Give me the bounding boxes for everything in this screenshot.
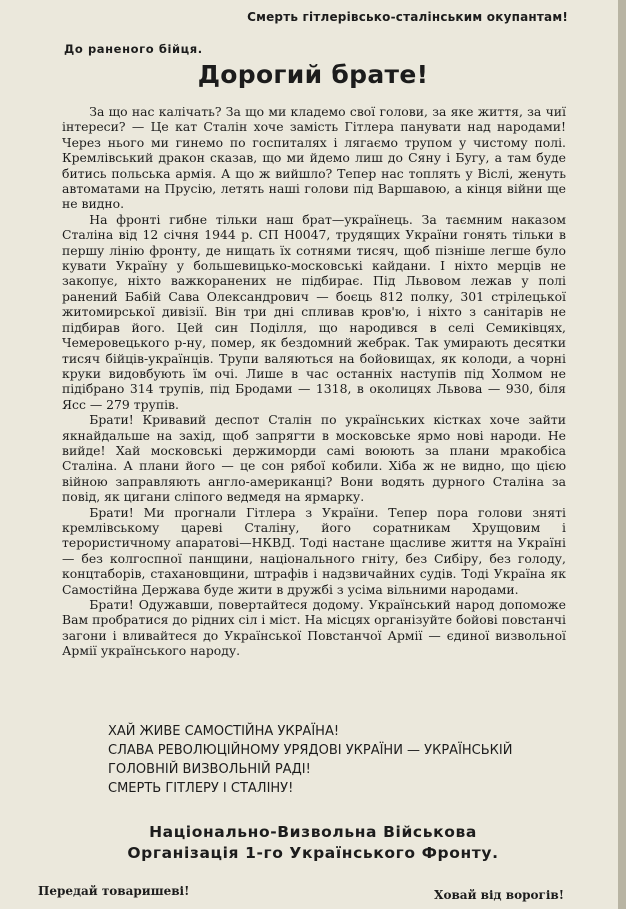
scan-edge xyxy=(618,0,626,909)
slogan-line: СЛАВА РЕВОЛЮЦІЙНОМУ УРЯДОВІ УКРАЇНИ — УКРАЇНСЬКІЙ ГОЛОВНІЙ ВИЗВОЛЬНІЙ РАДІ! xyxy=(108,743,513,777)
page-title: Дорогий брате! xyxy=(197,60,429,89)
body-paragraph: Брати! Одужавши, повертайтеся додому. Український народ допоможе Вам пробратися до рідних сіл і міст. На місцях організуйте бойові повстанчі загони і вливайтеся до Української Повстанчої Армії — єдиної визвольної Армії українського народу. xyxy=(62,597,566,659)
slogan-line: СМЕРТЬ ГІТЛЕРУ І СТАЛІНУ! xyxy=(108,781,294,796)
closing-slogans xyxy=(108,722,558,798)
leaflet-body xyxy=(62,104,566,659)
signature-line-1: Національно-Визвольна Військова xyxy=(149,823,477,841)
body-paragraph: Брати! Ми прогнали Гітлера з України. Тепер пора голови знятi кремлівському цареві Сталіну, його соратникам Хрущовим і терористичному апаратові—НКВД. Тоді настане щасливе життя на Україні — без колгоспної панщини, національного гніту, без Сибіру, без голоду, концтаборів, стахановщини, штрафів і надзвичайних судів. Тоді Україна як Самостійна Держава буде жити в дружбі з усіма вільними народами. xyxy=(62,504,566,597)
top-slogan: Смерть гітлерівсько-сталінським окупантам! xyxy=(247,10,568,24)
body-paragraph: Брати! Кривавий деспот Сталін по українських кістках хоче зайти якнайдальше на захід, щоб запрягти в московське ярмо нові народи. Не вийде! Хай московські держиморди самі воюють за плани мракобіса Сталіна. А плани його — це сон рябої кобили. Хіба ж не видно, що цією війною заправляють англо-американці? Вони водять дурного Сталіна за повід, як цигани сліпого ведмедя на ярмарку. xyxy=(62,412,566,505)
body-paragraph: На фронті гибне тільки наш брат—українець. За таємним наказом Сталіна від 12 січня 1944 р. СП Н0047, трудящих України гонять тільки в першу лінію фронту, де нищать їх сотнями тисяч, щоб пізніше легше було кувати Україну у большевицько-московські кайдани. І ніхто мерців не закопує, ніхто важкоранених не підбирає. Під Львовом лежав у полі ранений Бабій Сава Олександрович — боєць 812 полку, 301 стрілецької житомирської дивізії. Він три дні спливав кров'ю, і ніхто з санітарів не підбирав його. Цей син Поділля, що народився в селі Семиківцях, Чемеровецького р-ну, помер, як бездомний жебрак. Так умирають десятки тисяч бійців-українців. Трупи валяються на бойовищах, як колоди, а чорні круки видовбують їм очі. Лише в час останніх наступів під Холмом не підібрано 314 трупів, під Бродами — 1318, в околицях Львова — 930, біля Ясс — 279 трупів. xyxy=(62,211,566,412)
addressee-line: До раненого бійця. xyxy=(64,42,203,56)
slogan-line: ХАЙ ЖИВЕ САМОСТІЙНА УКРАЇНА! xyxy=(108,724,340,739)
signature-line-2: Організація 1-го Українського Фронту. xyxy=(127,844,499,862)
organization-signature xyxy=(0,822,626,864)
footer-hide: Ховай від ворогів! xyxy=(434,888,564,902)
body-paragraph: За що нас калічать? За що ми кладемо свої голови, за яке життя, за чиї інтереси? — Це кат Сталін хоче замість Гітлера панувати над народами! Через нього ми гинемо по госпиталях і лягаємо трупом у чистому полі. Кремлівський дракон сказав, що ми йдемо лиш до Сяну і Бугу, а там буде битись польська армія. А що ж вийшло? Тепер нас топлять у Віслі, женуть автоматами на Прусію, летять наші голови під Варшавою, а кінця війни ще не видно. xyxy=(62,104,566,212)
footer-pass-on: Передай товаришеві! xyxy=(38,884,190,898)
